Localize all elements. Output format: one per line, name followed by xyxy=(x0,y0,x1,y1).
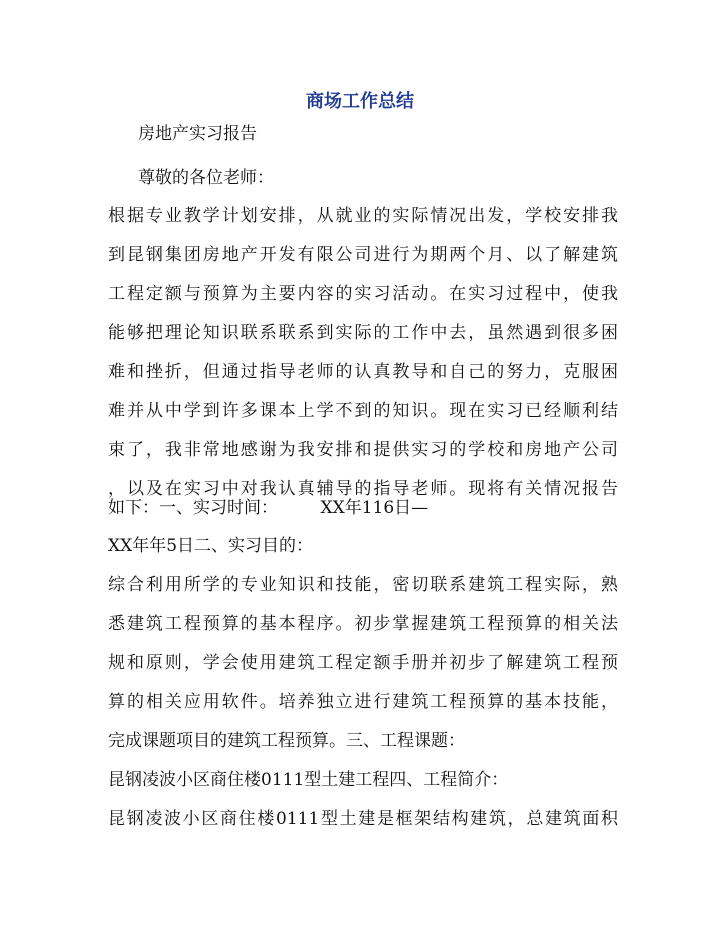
body-line: 根据专业教学计划安排，从就业的实际情况出发，学校安排我 xyxy=(108,206,618,226)
body-line: 昆钢凌波小区商住楼0111型土建是框架结构建筑，总建筑面积 xyxy=(108,809,618,829)
body-line: XX年年5日二、实习目的： xyxy=(108,536,314,556)
body-line: 到昆钢集团房地产开发有限公司进行为期两个月、以了解建筑 xyxy=(108,245,618,265)
body-line: 综合利用所学的专业知识和技能，密切联系建筑工程实际，熟 xyxy=(108,575,618,595)
body-line: 工程定额与预算为主要内容的实习活动。在实习过程中，使我 xyxy=(108,284,618,304)
body-line: 难并从中学到许多课本上学不到的知识。现在实习已经顺利结 xyxy=(108,401,618,421)
document-title: 商场工作总结 xyxy=(306,91,414,112)
body-line: 悉建筑工程预算的基本程序。初步掌握建筑工程预算的相关法 xyxy=(108,614,618,634)
body-line: 算的相关应用软件。培养独立进行建筑工程预算的基本技能， xyxy=(108,692,618,712)
body-line: 束了，我非常地感谢为我安排和提供实习的学校和房地产公司 xyxy=(108,440,618,460)
body-line: 完成课题项目的建筑工程预算。三、工程课题： xyxy=(108,731,465,751)
body-line: 如下：一、实习时间： XX年116日— xyxy=(108,498,429,518)
salutation: 尊敬的各位老师： xyxy=(138,168,274,188)
body-line: 规和原则，学会使用建筑工程定额手册并初步了解建筑工程预 xyxy=(108,653,618,673)
body-line: 难和挫折，但通过指导老师的认真教导和自己的努力，克服困 xyxy=(108,362,618,382)
document-subtitle: 房地产实习报告 xyxy=(138,124,257,144)
body-line: 昆钢凌波小区商住楼0111型土建工程四、工程简介： xyxy=(108,770,509,790)
body-line: ，以及在实习中对我认真辅导的指导老师。现将有关情况报告 xyxy=(108,479,618,499)
body-line: 能够把理论知识联系联系到实际的工作中去，虽然遇到很多困 xyxy=(108,323,618,343)
